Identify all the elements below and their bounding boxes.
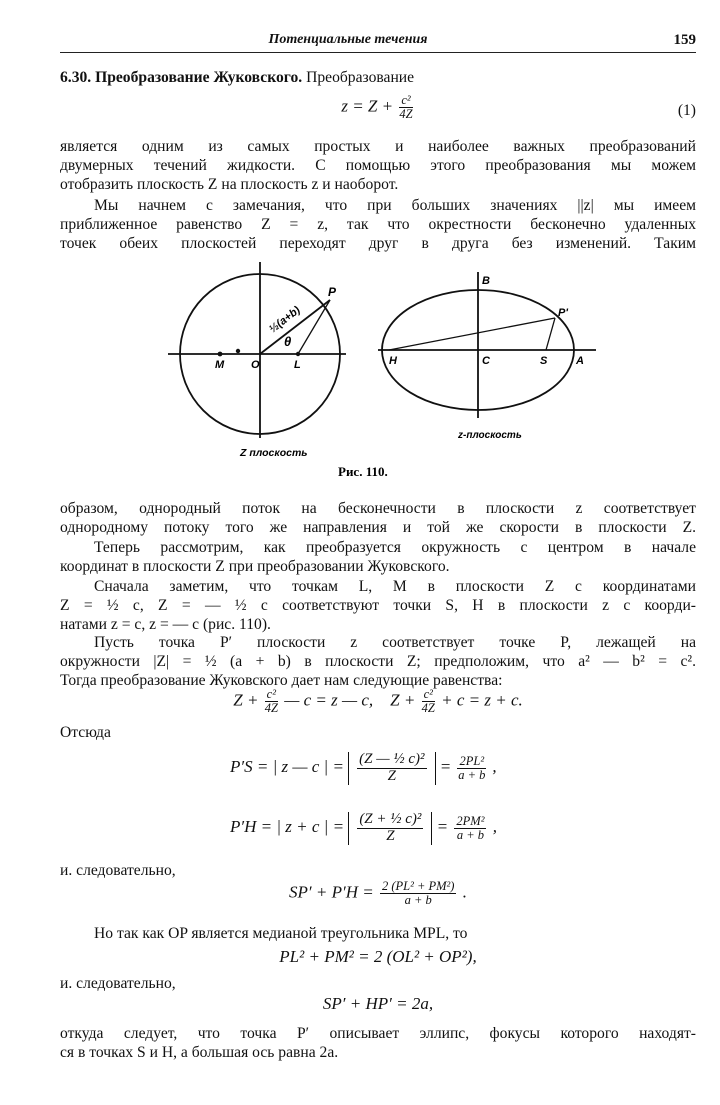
eq1-fraction — [399, 94, 412, 121]
paragraph-1 — [60, 137, 696, 194]
eq5-fraction — [380, 880, 457, 907]
eq3-tail: , — [492, 757, 497, 777]
para4-line: Теперь рассмотрим, как преобразуется окружность с центром в начале — [94, 539, 696, 556]
para2-line: приближенное равенство Z = z, так что окрестности бесконечно удаленных — [60, 216, 696, 233]
para8-line: откуда следует, что точка P′ описывает эллипс, фокусы которого находят- — [60, 1025, 696, 1042]
eq4-eq: = — [436, 817, 449, 837]
para2-line: Мы начнем с замечания, что при больших значениях ||z| мы имеем — [94, 197, 696, 214]
running-title: Потенциальные течения — [268, 32, 428, 47]
caption-z-plane: Z плоскость — [240, 447, 308, 459]
paragraph-3 — [60, 499, 696, 537]
figure-caption: Рис. 110. — [338, 464, 388, 479]
equation-3 — [230, 752, 497, 785]
eq4-rhs-fraction — [454, 815, 486, 842]
label-P: P — [328, 285, 337, 299]
para3-line: образом, однородный поток на бесконечности в плоскости z соответствует — [60, 500, 696, 517]
text-sledovatelno-1: и. следовательно, — [60, 862, 176, 879]
para5-line: натами z = c, z = — c (рис. 110). — [60, 616, 271, 633]
figure-right-ellipse — [378, 272, 596, 418]
para1-line: является одним из самых простых и наиболее важных преобразований — [60, 138, 696, 155]
eq2-fraction1 — [265, 688, 278, 715]
eq3-inner-fraction — [357, 752, 426, 785]
point-dot — [236, 349, 240, 353]
equation-2 — [60, 688, 696, 715]
eq3-inner-num: (Z — ½ c)² — [359, 751, 425, 767]
segment-LP — [298, 300, 330, 354]
text-sledovatelno-2: и. следовательно, — [60, 975, 176, 992]
para3-line: однородному потоку того же направления и той же скорости в плоскости Z. — [60, 519, 696, 536]
eq2-rest1: — c = z — c, — [284, 690, 374, 710]
paragraph-6 — [60, 633, 696, 690]
para8-line: ся в точках S и H, а большая ось равна 2a. — [60, 1044, 339, 1061]
eq4-abs — [348, 812, 432, 845]
label-A: A — [576, 355, 584, 367]
eq1-number: (1) — [677, 102, 696, 119]
paragraph-7 — [60, 924, 696, 943]
eq4-rhs-num: 2PM² — [456, 813, 485, 828]
label-M: M — [215, 359, 225, 371]
eq3-inner-den: Z — [387, 767, 396, 784]
eq4-inner-num: (Z + ½ c)² — [359, 811, 422, 827]
label-B: B — [482, 275, 490, 287]
paragraph-4 — [60, 538, 696, 576]
eq4-tail: , — [492, 817, 497, 837]
para7-text: Но так как OP является медианой треугольника MPL, то — [94, 925, 468, 942]
eq2-den2: 4Z — [421, 701, 435, 716]
paragraph-5 — [60, 577, 696, 634]
eq2-part2: Z + — [390, 690, 416, 710]
para4-line: координат в плоскости Z при преобразовании Жуковского. — [60, 558, 450, 575]
para1-line: двумерных течений жидкости. С помощью этого преобразования мы можем — [60, 157, 696, 174]
eq3-rhs-den: a + b — [458, 767, 486, 782]
point-L — [296, 352, 300, 356]
eq1-numerator: c² — [401, 93, 411, 107]
eq2-num1: c² — [266, 687, 276, 701]
label-theta: θ — [284, 334, 292, 349]
eq5-num: 2 (PL² + PM²) — [381, 879, 455, 893]
section-intro: Преобразование — [306, 69, 415, 86]
eq4-inner-den: Z — [386, 827, 395, 844]
eq3-lhs: P′S = | z — c | = — [230, 757, 344, 777]
label-C: C — [482, 355, 490, 367]
figure-left-z-plane — [168, 262, 346, 438]
label-H: H — [389, 355, 397, 367]
para6-line: Пусть точка P′ плоскости z соответствует точке P, лежащей на — [94, 634, 696, 651]
para5-line: Сначала заметим, что точкам L, M в плоскости Z с координатами — [94, 578, 696, 595]
point-M — [218, 352, 223, 357]
label-S: S — [540, 355, 548, 367]
label-radius: ½(a+b) — [267, 304, 303, 336]
para6-line: Тогда преобразование Жуковского дает нам следующие равенства: — [60, 672, 503, 689]
eq4-inner-fraction — [357, 812, 423, 845]
equation-5 — [60, 880, 696, 907]
eq3-abs — [348, 752, 435, 785]
label-O: O — [251, 359, 260, 371]
eq2-part1: Z + — [233, 690, 259, 710]
eq3-rhs-fraction — [457, 755, 486, 782]
eq2-den1: 4Z — [264, 701, 278, 716]
eq1-lhs: z = Z + — [341, 96, 394, 116]
figure-110 — [160, 258, 600, 483]
eq2-num2: c² — [423, 687, 433, 701]
section-title: 6.30. Преобразование Жуковского. — [60, 69, 303, 86]
eq3-rhs-num: 2PL² — [459, 753, 485, 768]
para5-line: Z = ½ c, Z = — ½ c соответствуют точки S, H в плоскости z с коорди- — [60, 597, 696, 614]
label-P-prime: P' — [558, 307, 568, 319]
equation-1 — [60, 94, 696, 121]
eq3-eq: = — [439, 757, 452, 777]
eq2-fraction2 — [422, 688, 435, 715]
para6-line: окружности |Z| = ½ (a + b) в плоскости Z; предположим, что a² — b² = c². — [60, 653, 696, 670]
eq5-tail: . — [462, 882, 467, 902]
eq1-denominator: 4Z — [399, 107, 413, 122]
paragraph-2 — [60, 196, 696, 253]
page-number: 159 — [673, 32, 696, 48]
running-header — [60, 32, 696, 53]
eq5-lhs: SP′ + P′H = — [289, 882, 374, 902]
segment-HP — [389, 318, 555, 350]
para2-line: точек обеих плоскостей переходят друг в друга без изменений. Таким — [60, 235, 696, 252]
equation-4 — [230, 812, 497, 845]
equation-6: PL² + PM² = 2 (OL² + OP²), — [279, 947, 477, 966]
eq2-rest2: + c = z + c. — [441, 690, 523, 710]
paragraph-8 — [60, 1024, 696, 1062]
para1-line: отобразить плоскость Z на плоскость z и наоборот. — [60, 176, 399, 193]
caption-z-lower-plane: z-плоскость — [458, 430, 522, 441]
eq4-rhs-den: a + b — [456, 827, 485, 842]
label-L: L — [294, 359, 301, 371]
equation-7: SP′ + HP′ = 2a, — [322, 994, 434, 1013]
section-heading — [60, 68, 696, 87]
segment-SP — [546, 318, 555, 350]
eq4-lhs: P′H = | z + c | = — [230, 817, 345, 837]
text-otsyuda: Отсюда — [60, 724, 111, 741]
eq5-den: a + b — [404, 893, 432, 908]
